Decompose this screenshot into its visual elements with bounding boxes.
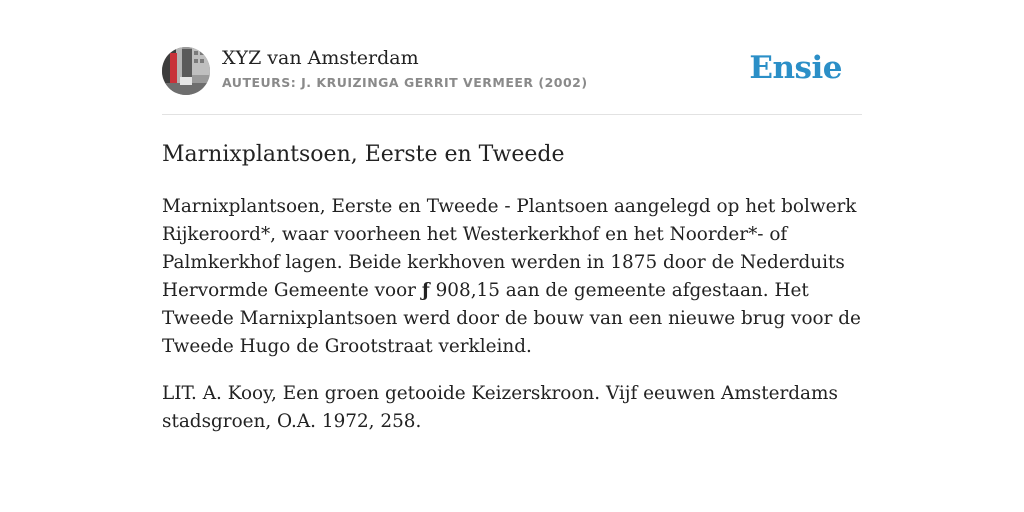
page-content: [162, 44, 862, 436]
book-cover-image: [162, 47, 210, 95]
entry-body-text-start: Marnixplantsoen, Eerste en Tweede - Plantsoen aangelegd op het bolwerk Rijkeroord*, waar voorheen het Westerkerkhof en het Noorder*- of Palmkerkhof lagen. Beide kerkhoven werden in 1875 door de Nederduits Hervormde Gemeente voor: [162, 196, 857, 301]
ensie-logo[interactable]: Ensie: [749, 50, 842, 86]
entry-body-text-end: 908,15 aan de gemeente afgestaan. Het Tweede Marnixplantsoen werd door de bouw van een nieuwe brug voor de Tweede Hugo de Grootstraat verkleind.: [162, 280, 861, 357]
guilder-symbol: ƒ: [421, 280, 430, 301]
entry-title: Marnixplantsoen, Eerste en Tweede: [162, 142, 565, 167]
book-authors: AUTEURS: J. KRUIZINGA GERRIT VERMEER (2002): [222, 75, 588, 90]
entry-literature: LIT. A. Kooy, Een groen getooide Keizerskroon. Vijf eeuwen Amsterdams stadsgroen, O.A. 1972, 258.: [162, 383, 838, 432]
book-header: [162, 44, 862, 115]
book-cover-avatar[interactable]: [162, 47, 210, 95]
entry-body: [162, 193, 862, 361]
book-title[interactable]: XYZ van Amsterdam: [222, 47, 419, 69]
